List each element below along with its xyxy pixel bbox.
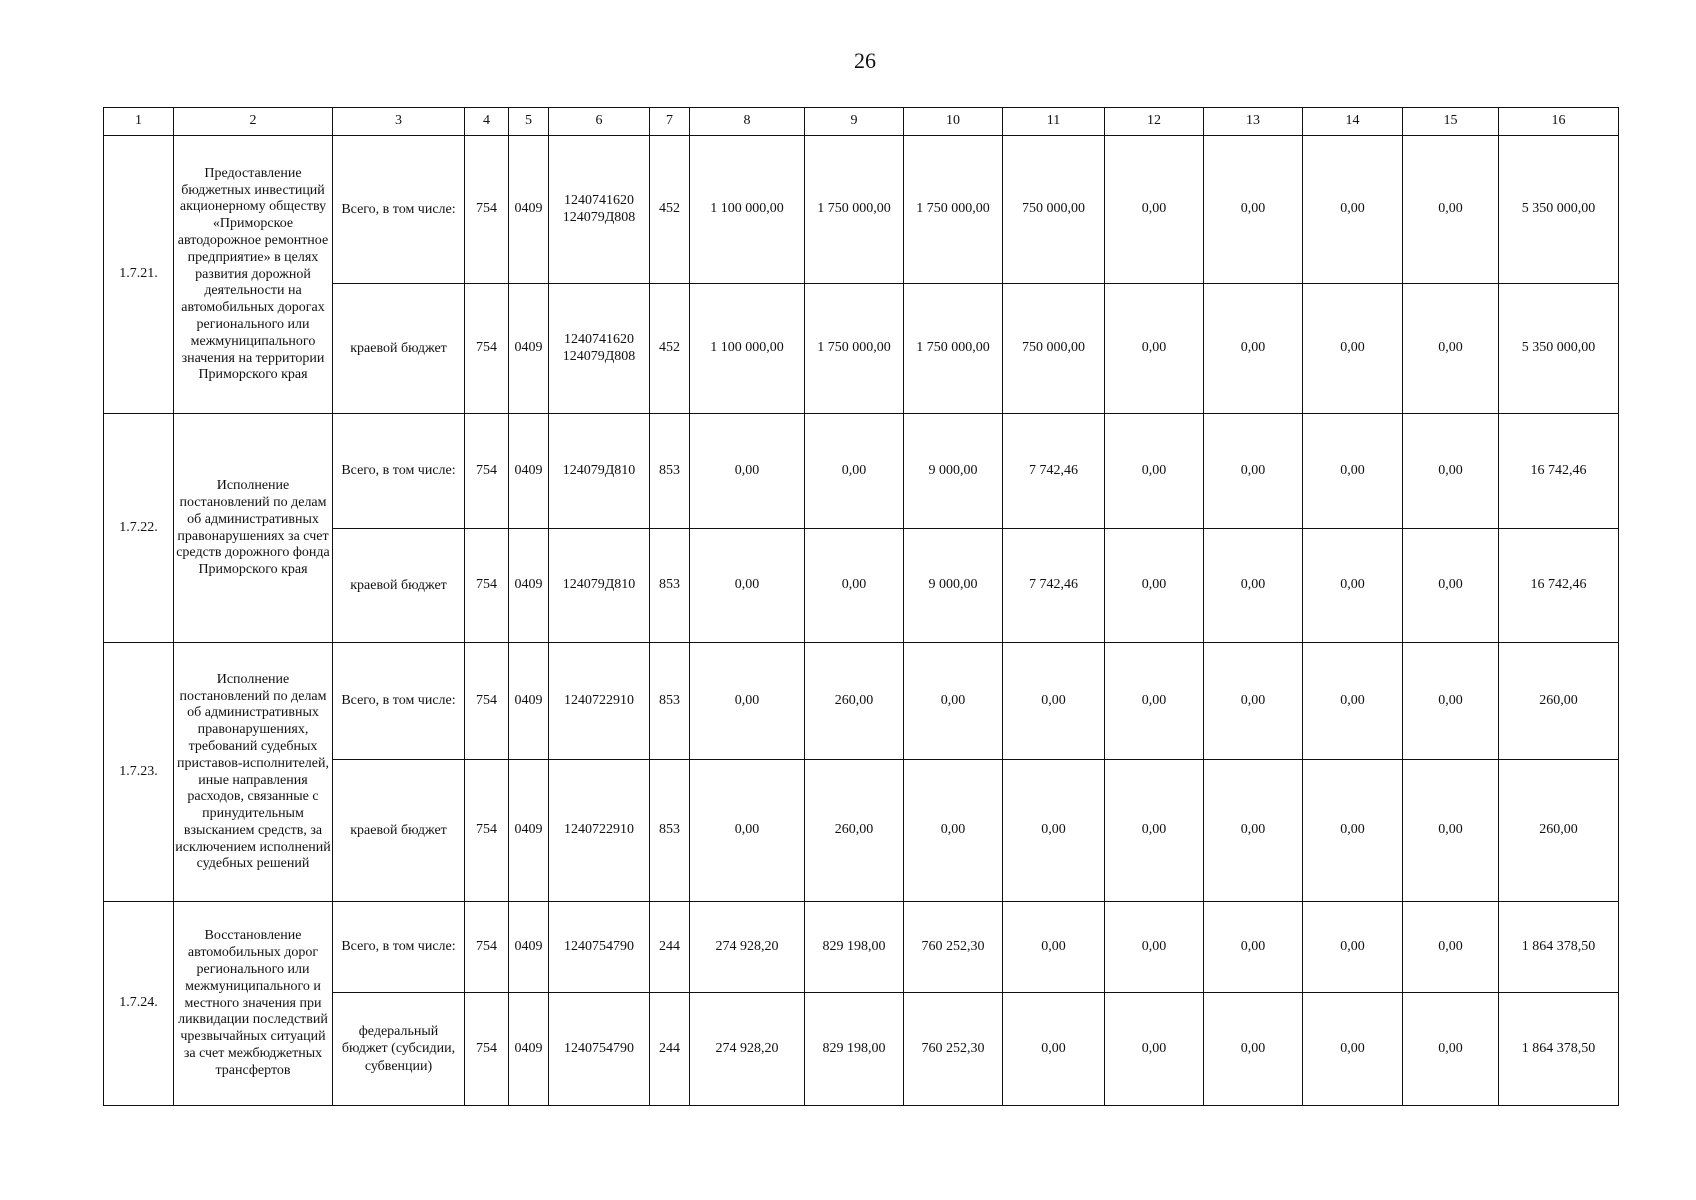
value-cell: 0,00 bbox=[1303, 136, 1403, 284]
value-cell: 1 750 000,00 bbox=[904, 284, 1003, 414]
value-cell: 0,00 bbox=[1204, 136, 1303, 284]
funding-source: федеральный бюджет (субсидии, субвенции) bbox=[333, 993, 465, 1106]
value-cell: 274 928,20 bbox=[690, 993, 805, 1106]
item-name: Предоставление бюджетных инвестиций акционерному обществу «Приморское автодорожное ремонтное предприятие» в целях развития дорожной деятельности на автомобильных дорогах регионального или межмуниципального значения на территории Приморского края bbox=[174, 136, 333, 414]
target-article-code-line: 124079Д810 bbox=[562, 577, 636, 593]
table-row bbox=[104, 643, 1619, 760]
value-cell: 1 100 000,00 bbox=[690, 136, 805, 284]
value-cell: 0,00 bbox=[1003, 643, 1105, 760]
target-article-code-line: 124079Д810 bbox=[562, 462, 636, 478]
value-cell: 0,00 bbox=[1105, 414, 1204, 529]
target-article-code-line: 124079Д808 bbox=[562, 348, 636, 364]
value-cell: 829 198,00 bbox=[805, 902, 904, 993]
funding-source: Всего, в том числе: bbox=[333, 643, 465, 760]
header-cell: 3 bbox=[333, 108, 465, 136]
value-cell: 0,00 bbox=[1403, 284, 1499, 414]
value-cell: 0,00 bbox=[1204, 284, 1303, 414]
funding-source: Всего, в том числе: bbox=[333, 902, 465, 993]
value-cell: 0,00 bbox=[1105, 993, 1204, 1106]
grbs-code: 754 bbox=[465, 414, 509, 529]
total-cell: 16 742,46 bbox=[1499, 414, 1619, 529]
value-cell: 760 252,30 bbox=[904, 993, 1003, 1106]
header-cell: 15 bbox=[1403, 108, 1499, 136]
header-cell: 12 bbox=[1105, 108, 1204, 136]
expense-type-code: 244 bbox=[650, 993, 690, 1106]
grbs-code: 754 bbox=[465, 136, 509, 284]
value-cell: 0,00 bbox=[1105, 902, 1204, 993]
target-article-code-line: 1240741620 bbox=[564, 332, 634, 348]
expense-type-code: 452 bbox=[650, 136, 690, 284]
target-article-code-line: 1240741620 bbox=[564, 193, 634, 209]
item-number: 1.7.22. bbox=[104, 414, 174, 643]
header-cell: 2 bbox=[174, 108, 333, 136]
funding-source: краевой бюджет bbox=[333, 529, 465, 643]
grbs-code: 754 bbox=[465, 760, 509, 902]
section-code: 0409 bbox=[509, 643, 549, 760]
header-cell: 16 bbox=[1499, 108, 1619, 136]
value-cell: 0,00 bbox=[690, 643, 805, 760]
target-article-code-line: 1240722910 bbox=[564, 822, 634, 838]
section-code: 0409 bbox=[509, 136, 549, 284]
value-cell: 0,00 bbox=[1303, 902, 1403, 993]
target-article-code bbox=[549, 284, 650, 414]
value-cell: 0,00 bbox=[1204, 993, 1303, 1106]
total-cell: 1 864 378,50 bbox=[1499, 902, 1619, 993]
target-article-code-line: 1240754790 bbox=[564, 1040, 634, 1056]
target-article-code bbox=[549, 902, 650, 993]
value-cell: 9 000,00 bbox=[904, 414, 1003, 529]
value-cell: 1 750 000,00 bbox=[904, 136, 1003, 284]
value-cell: 750 000,00 bbox=[1003, 136, 1105, 284]
grbs-code: 754 bbox=[465, 993, 509, 1106]
header-cell: 1 bbox=[104, 108, 174, 136]
expense-type-code: 452 bbox=[650, 284, 690, 414]
value-cell: 0,00 bbox=[1105, 284, 1204, 414]
target-article-code-line: 124079Д808 bbox=[562, 209, 636, 225]
item-number: 1.7.24. bbox=[104, 902, 174, 1106]
expense-type-code: 853 bbox=[650, 643, 690, 760]
item-number: 1.7.23. bbox=[104, 643, 174, 902]
grbs-code: 754 bbox=[465, 529, 509, 643]
value-cell: 274 928,20 bbox=[690, 902, 805, 993]
page-number: 26 bbox=[854, 48, 876, 73]
header-cell: 13 bbox=[1204, 108, 1303, 136]
value-cell: 0,00 bbox=[1204, 643, 1303, 760]
value-cell: 0,00 bbox=[1303, 414, 1403, 529]
target-article-code bbox=[549, 993, 650, 1106]
total-cell: 260,00 bbox=[1499, 643, 1619, 760]
value-cell: 0,00 bbox=[1204, 529, 1303, 643]
section-code: 0409 bbox=[509, 529, 549, 643]
value-cell: 0,00 bbox=[1204, 760, 1303, 902]
value-cell: 0,00 bbox=[1303, 643, 1403, 760]
target-article-code-line: 1240722910 bbox=[564, 692, 634, 708]
value-cell: 0,00 bbox=[1403, 760, 1499, 902]
expense-type-code: 853 bbox=[650, 414, 690, 529]
expense-type-code: 853 bbox=[650, 529, 690, 643]
value-cell: 0,00 bbox=[1003, 902, 1105, 993]
value-cell: 0,00 bbox=[1303, 993, 1403, 1106]
value-cell: 0,00 bbox=[690, 414, 805, 529]
target-article-code-line: 1240754790 bbox=[564, 938, 634, 954]
total-cell: 5 350 000,00 bbox=[1499, 284, 1619, 414]
value-cell: 1 100 000,00 bbox=[690, 284, 805, 414]
funding-source: Всего, в том числе: bbox=[333, 414, 465, 529]
value-cell: 0,00 bbox=[1204, 414, 1303, 529]
value-cell: 0,00 bbox=[904, 760, 1003, 902]
value-cell: 0,00 bbox=[1403, 643, 1499, 760]
value-cell: 0,00 bbox=[1105, 760, 1204, 902]
value-cell: 0,00 bbox=[1003, 993, 1105, 1106]
item-name: Исполнение постановлений по делам об административных правонарушениях за счет средств дорожного фонда Приморского края bbox=[174, 414, 333, 643]
grbs-code: 754 bbox=[465, 643, 509, 760]
target-article-code bbox=[549, 136, 650, 284]
header-cell: 7 bbox=[650, 108, 690, 136]
value-cell: 0,00 bbox=[1403, 902, 1499, 993]
header-cell: 5 bbox=[509, 108, 549, 136]
grbs-code: 754 bbox=[465, 902, 509, 993]
funding-source: краевой бюджет bbox=[333, 284, 465, 414]
grbs-code: 754 bbox=[465, 284, 509, 414]
value-cell: 0,00 bbox=[1303, 529, 1403, 643]
value-cell: 0,00 bbox=[805, 414, 904, 529]
target-article-code bbox=[549, 414, 650, 529]
section-code: 0409 bbox=[509, 414, 549, 529]
value-cell: 760 252,30 bbox=[904, 902, 1003, 993]
value-cell: 0,00 bbox=[1303, 284, 1403, 414]
value-cell: 260,00 bbox=[805, 760, 904, 902]
value-cell: 0,00 bbox=[1003, 760, 1105, 902]
value-cell: 0,00 bbox=[1105, 643, 1204, 760]
section-code: 0409 bbox=[509, 902, 549, 993]
value-cell: 750 000,00 bbox=[1003, 284, 1105, 414]
total-cell: 5 350 000,00 bbox=[1499, 136, 1619, 284]
value-cell: 260,00 bbox=[805, 643, 904, 760]
header-cell: 8 bbox=[690, 108, 805, 136]
table-row bbox=[104, 902, 1619, 993]
total-cell: 16 742,46 bbox=[1499, 529, 1619, 643]
target-article-code bbox=[549, 760, 650, 902]
item-name: Исполнение постановлений по делам об административных правонарушениях, требований судебных приставов-исполнителей, иные направления расходов, связанные с принудительным взысканием средств, за исключением исполнений судебных решений bbox=[174, 643, 333, 902]
value-cell: 0,00 bbox=[1303, 760, 1403, 902]
value-cell: 829 198,00 bbox=[805, 993, 904, 1106]
value-cell: 0,00 bbox=[805, 529, 904, 643]
header-cell: 4 bbox=[465, 108, 509, 136]
table-row bbox=[104, 414, 1619, 529]
value-cell: 0,00 bbox=[1403, 529, 1499, 643]
value-cell: 0,00 bbox=[690, 529, 805, 643]
header-cell: 11 bbox=[1003, 108, 1105, 136]
item-name: Восстановление автомобильных дорог регионального или межмуниципального и местного значения при ликвидации последствий чрезвычайных ситуаций за счет межбюджетных трансфертов bbox=[174, 902, 333, 1106]
value-cell: 0,00 bbox=[690, 760, 805, 902]
value-cell: 0,00 bbox=[1204, 902, 1303, 993]
budget-table bbox=[103, 107, 1619, 1106]
value-cell: 1 750 000,00 bbox=[805, 284, 904, 414]
total-cell: 1 864 378,50 bbox=[1499, 993, 1619, 1106]
header-cell: 6 bbox=[549, 108, 650, 136]
value-cell: 9 000,00 bbox=[904, 529, 1003, 643]
expense-type-code: 853 bbox=[650, 760, 690, 902]
header-cell: 10 bbox=[904, 108, 1003, 136]
value-cell: 1 750 000,00 bbox=[805, 136, 904, 284]
table-row bbox=[104, 136, 1619, 284]
value-cell: 0,00 bbox=[1403, 993, 1499, 1106]
section-code: 0409 bbox=[509, 993, 549, 1106]
value-cell: 0,00 bbox=[1403, 136, 1499, 284]
funding-source: Всего, в том числе: bbox=[333, 136, 465, 284]
value-cell: 0,00 bbox=[904, 643, 1003, 760]
section-code: 0409 bbox=[509, 760, 549, 902]
value-cell: 7 742,46 bbox=[1003, 529, 1105, 643]
header-row bbox=[104, 108, 1619, 136]
value-cell: 0,00 bbox=[1403, 414, 1499, 529]
expense-type-code: 244 bbox=[650, 902, 690, 993]
value-cell: 0,00 bbox=[1105, 529, 1204, 643]
value-cell: 0,00 bbox=[1105, 136, 1204, 284]
header-cell: 14 bbox=[1303, 108, 1403, 136]
header-cell: 9 bbox=[805, 108, 904, 136]
section-code: 0409 bbox=[509, 284, 549, 414]
value-cell: 7 742,46 bbox=[1003, 414, 1105, 529]
item-number: 1.7.21. bbox=[104, 136, 174, 414]
target-article-code bbox=[549, 643, 650, 760]
target-article-code bbox=[549, 529, 650, 643]
funding-source: краевой бюджет bbox=[333, 760, 465, 902]
total-cell: 260,00 bbox=[1499, 760, 1619, 902]
